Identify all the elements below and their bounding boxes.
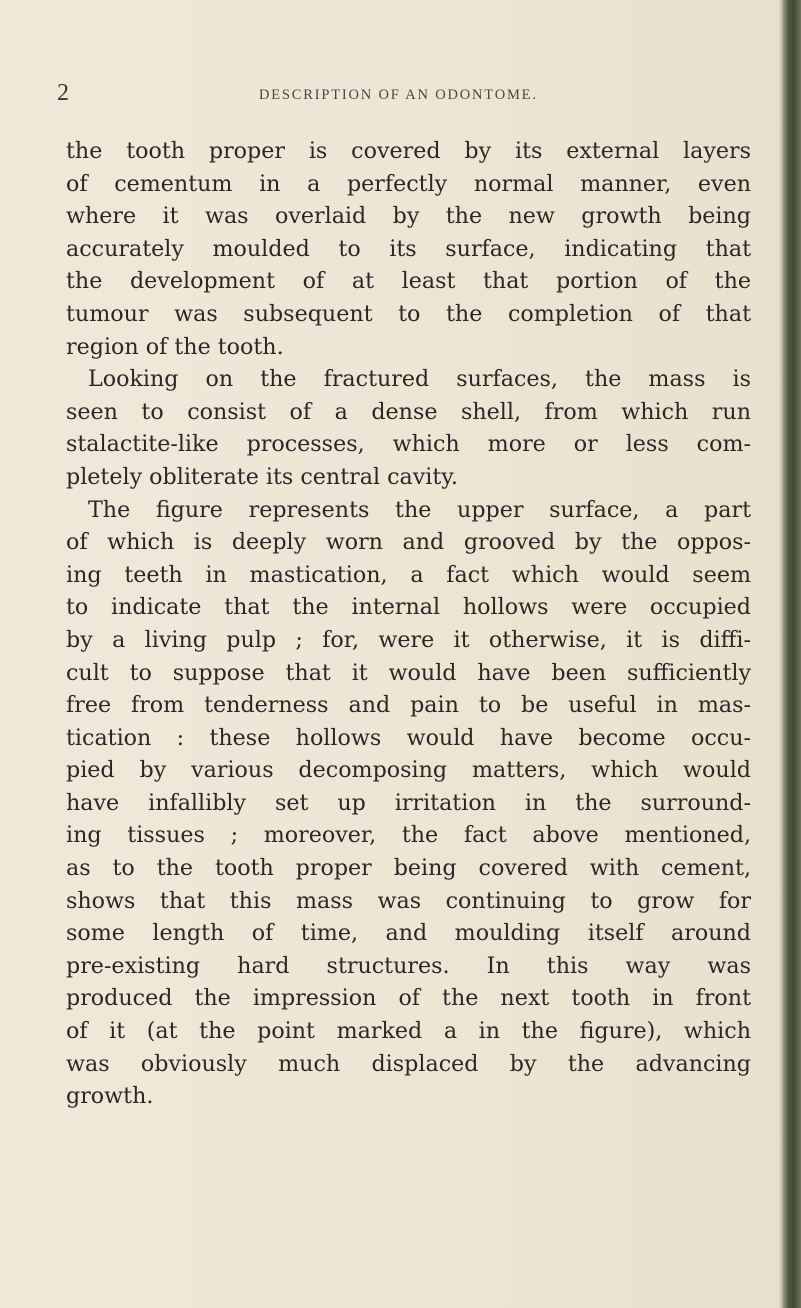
text-line: ing teeth in mastication, a fact which would seem (66, 561, 751, 588)
text-line: of which is deeply worn and grooved by the oppos- (66, 529, 751, 556)
text-line: free from tenderness and pain to be useful in mas- (66, 692, 751, 719)
body-text (66, 135, 751, 1113)
text-line: pletely obliterate its central cavity. (66, 463, 458, 490)
text-line: as to the tooth proper being covered with cement, (66, 855, 751, 882)
text-line: produced the impression of the next tooth in front (66, 985, 751, 1012)
text-line: stalactite-like processes, which more or less com- (66, 431, 751, 458)
text-line: was obviously much displaced by the advancing (66, 1050, 751, 1077)
page-number: 2 (57, 80, 69, 106)
text-line: of it (at the point marked a in the figure), which (66, 1018, 751, 1045)
text-line: accurately moulded to its surface, indicating that (66, 235, 751, 262)
text-line: of cementum in a perfectly normal manner, even (66, 170, 751, 197)
text-line: pied by various decomposing matters, which would (66, 757, 751, 784)
text-line: seen to consist of a dense shell, from which run (66, 398, 751, 425)
text-line: region of the tooth. (66, 333, 284, 360)
text-line: the tooth proper is covered by its external layers (66, 138, 751, 164)
text-line: to indicate that the internal hollows were occupied (66, 594, 751, 621)
text-line: some length of time, and moulding itself around (66, 920, 751, 947)
text-line: The figure represents the upper surface, a part (88, 496, 751, 523)
text-line: cult to suppose that it would have been sufficiently (66, 659, 751, 686)
text-line: pre-existing hard structures. In this way was (66, 952, 751, 979)
text-line: have infallibly set up irritation in the surround- (66, 789, 751, 816)
running-head: DESCRIPTION OF AN ODONTOME. (259, 87, 538, 103)
text-line: growth. (66, 1083, 154, 1110)
text-line: the development of at least that portion of the (66, 268, 751, 295)
text-line: shows that this mass was continuing to grow for (66, 887, 751, 914)
text-line: where it was overlaid by the new growth being (66, 203, 751, 230)
text-line: tumour was subsequent to the completion of that (66, 300, 751, 327)
text-line: ing tissues ; moreover, the fact above mentioned, (66, 822, 751, 849)
book-binding-edge (783, 0, 801, 1308)
text-line: by a living pulp ; for, were it otherwise, it is diffi- (66, 626, 751, 653)
page-header (57, 82, 757, 112)
text-line: tication : these hollows would have become occu- (66, 724, 751, 751)
text-line: Looking on the fractured surfaces, the mass is (88, 366, 751, 393)
